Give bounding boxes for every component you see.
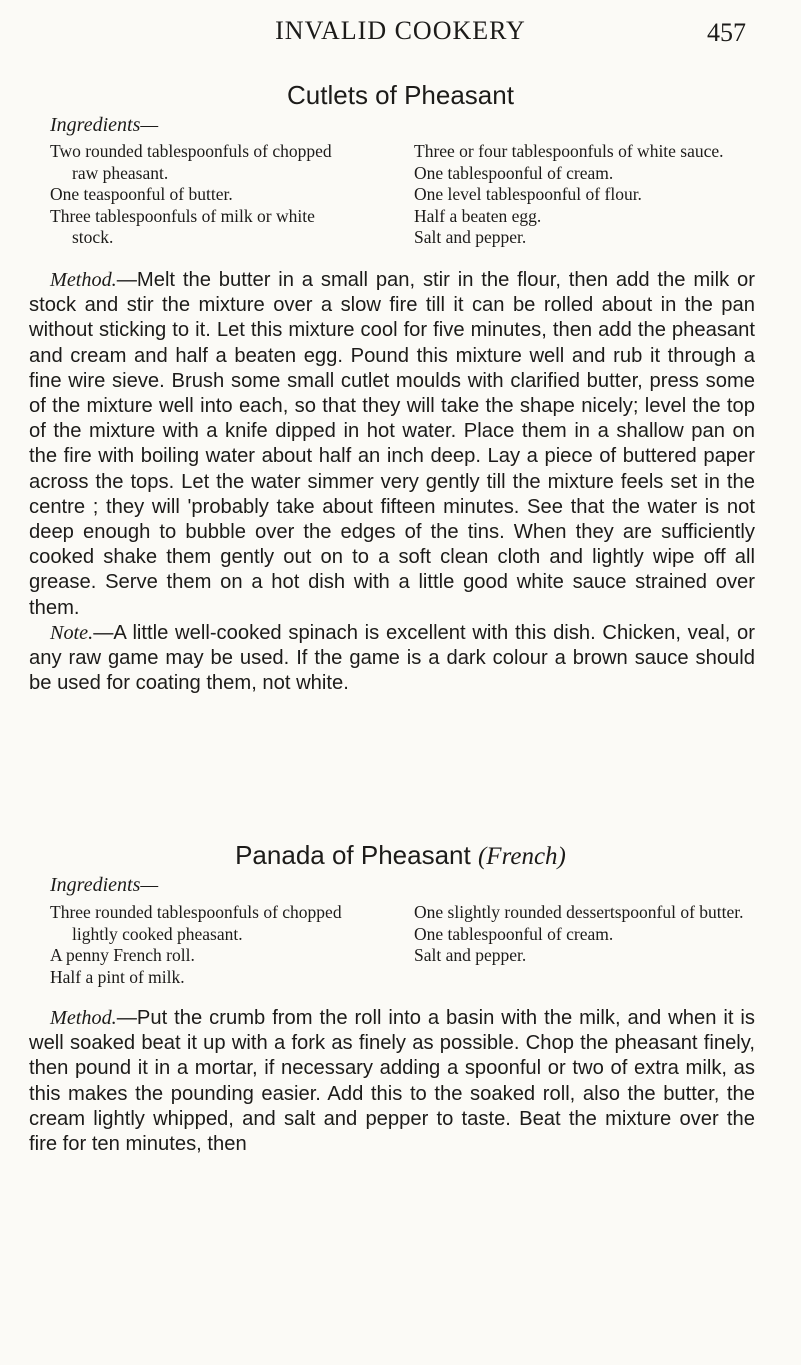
ingredient-item: Salt and pepper. [414,227,527,247]
ingredient-item: One teaspoonful of butter. [50,184,233,204]
ingredient-item: One slightly rounded dessertspoonful of butter. [414,902,744,922]
ingredients-right-column [414,141,744,249]
ingredients-left-column [50,902,350,988]
recipe-title-text: Panada of Pheasant [235,840,471,870]
method-section [29,1006,755,1157]
recipe-title-panada [0,840,801,871]
ingredients-left-column [50,141,355,249]
running-head [0,8,801,48]
recipe-title-cutlets: Cutlets of Pheasant [287,80,514,110]
ingredient-item: One tablespoonful of cream. [414,162,614,183]
method-label: Method. [50,269,117,291]
note-paragraph [29,621,755,697]
ingredient-item: One tablespoonful of cream. [414,923,614,944]
method-text: —Put the crumb from the roll into a basin with the milk, and when it is well soaked beat it up with a fork as finely as possible. Chop the pheasant finely, then pound it in a mortar, if necessary adding a spoonful or two of extra milk, as this makes the pounding easier. Add this to the soaked roll, also the butter, the cream lightly whipped, and salt and pepper to taste. Beat the mixture over the fire for ten minutes, then [29,1007,755,1156]
method-label: Method. [50,1007,117,1029]
note-text: —A little well-cooked spinach is excellent with this dish. Chicken, veal, or any raw game may be used. If the game is a dark colour a brown sauce should be used for coating them, not white. [29,621,755,695]
ingredient-item: Salt and pepper. [414,945,527,965]
ingredients-right-column [414,902,744,967]
method-section [29,268,755,696]
ingredient-item: A penny French roll. [50,945,195,965]
ingredient-item: Half a pint of milk. [50,966,185,987]
method-paragraph [29,1006,755,1157]
ingredient-item: Three or four tablespoonfuls of white sauce. [414,141,724,161]
page-number: 457 [707,18,746,47]
ingredient-item: Two rounded tablespoonfuls of chopped raw pheasant. [50,141,332,183]
ingredients-heading: Ingredients— [50,874,159,896]
method-text: —Melt the butter in a small pan, stir in the flour, then add the milk or stock and stir the mixture over a slow fire till it can be rolled about in the pan without sticking to it. Let this mixture cool for five minutes, then add the pheasant and cream and half a beaten egg. Pound this mixture well and rub it through a fine wire sieve. Brush some small cutlet moulds with clarified butter, press some of the mixture well into each, so that they will take the shape nicely; level the top of the mixture with a knife dipped in hot water. Place them in a shallow pan on the fire with boiling water about half an inch deep. Lay a piece of buttered paper across the tops. Let the water simmer very gently till the mixture feels set in the centre ; they will 'probably take about fifteen minutes. See that the water is not deep enough to bubble over the edges of the tins. When they are sufficiently cooked shake them gently out on to a soft clean cloth and lightly wipe off all grease. Serve them on a hot dish with a little good white sauce strained over them. [29,269,755,619]
method-paragraph [29,268,755,621]
ingredient-item: Half a beaten egg. [414,205,542,226]
running-title: INVALID COOKERY [275,16,526,45]
note-label: Note. [50,621,94,644]
recipe-title-suffix: (French) [477,843,566,870]
ingredient-item: Three tablespoonfuls of milk or white stock. [50,205,315,247]
ingredient-item: Three rounded tablespoonfuls of chopped lightly cooked pheasant. [50,902,342,944]
ingredient-item: One level tablespoonful of flour. [414,184,642,204]
ingredients-heading: Ingredients— [50,114,159,136]
